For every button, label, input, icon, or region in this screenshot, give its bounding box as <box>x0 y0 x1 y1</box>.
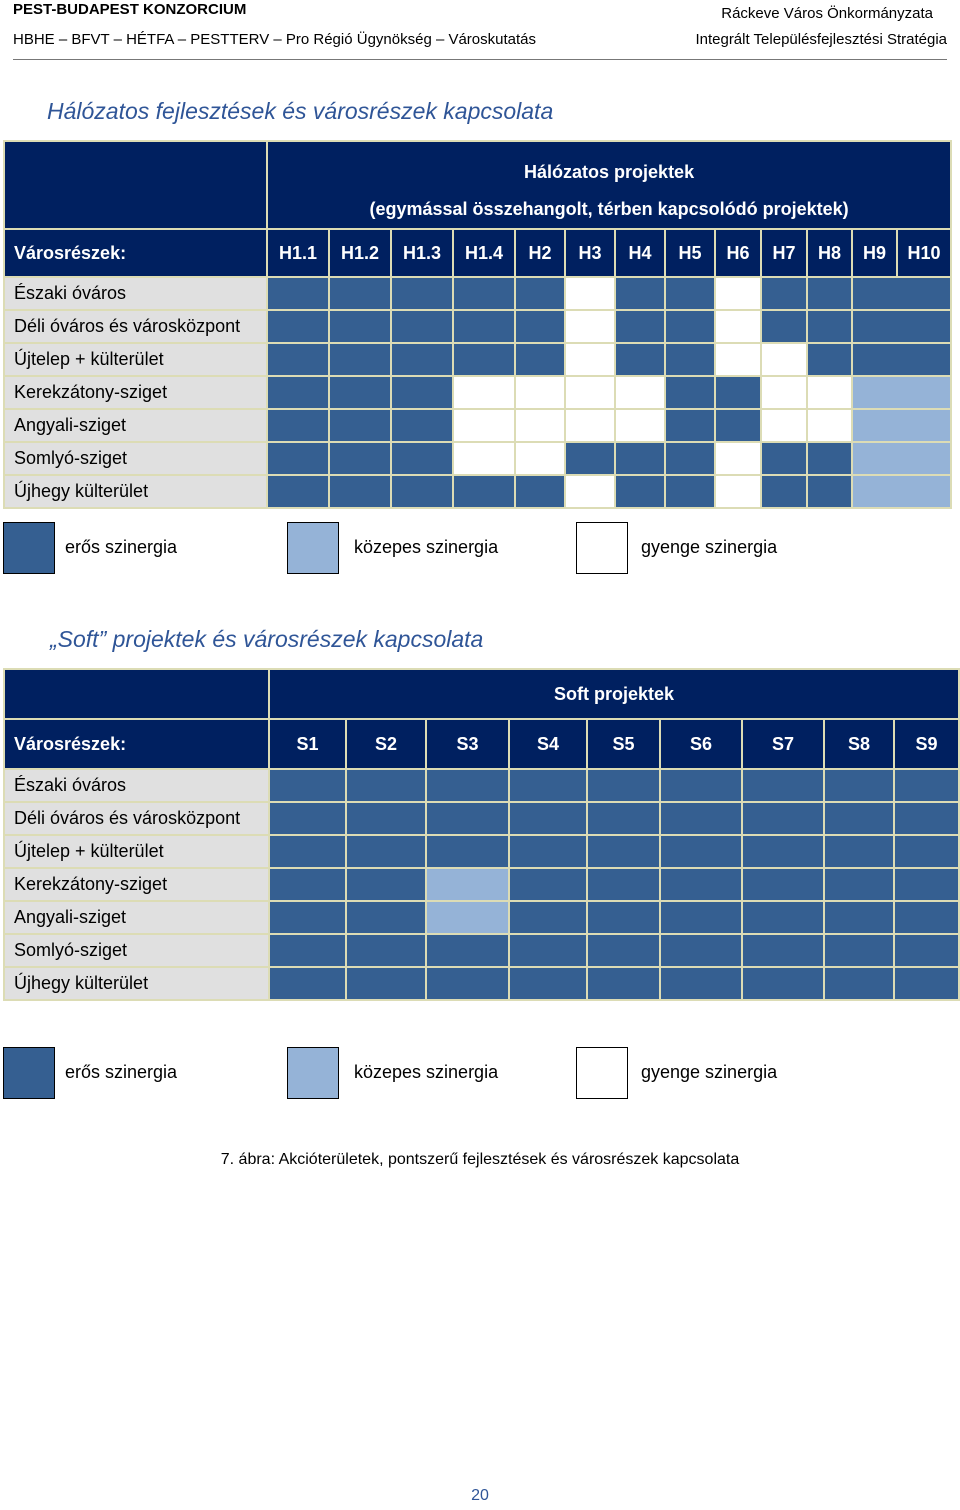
synergy-cell-weak <box>715 475 761 508</box>
table-row <box>4 967 959 1000</box>
synergy-cell-strong <box>665 343 715 376</box>
synergy-cell-strong <box>426 802 509 835</box>
synergy-cell-strong <box>761 277 807 310</box>
column-header: H2 <box>515 229 565 277</box>
synergy-cell-strong <box>515 310 565 343</box>
synergy-cell-strong <box>269 802 346 835</box>
synergy-cell-strong <box>660 967 742 1000</box>
synergy-cell-strong <box>660 868 742 901</box>
synergy-cell-strong <box>267 277 329 310</box>
legend-strong-label: erős szinergia <box>65 537 178 557</box>
column-header: H1.4 <box>453 229 515 277</box>
column-header: H9 <box>852 229 897 277</box>
table1-corner-cell <box>4 141 267 229</box>
synergy-cell-strong <box>894 868 959 901</box>
synergy-cell-weak <box>565 310 615 343</box>
synergy-cell-strong <box>587 835 660 868</box>
synergy-cell-strong <box>665 376 715 409</box>
synergy-cell-weak <box>453 442 515 475</box>
page-number: 20 <box>471 1487 489 1504</box>
column-header: S8 <box>824 719 894 769</box>
synergy-cell-weak <box>565 376 615 409</box>
synergy-cell-weak <box>515 409 565 442</box>
synergy-cell-strong <box>267 310 329 343</box>
legend-medium-swatch <box>287 522 339 574</box>
synergy-cell-strong <box>660 769 742 802</box>
strategy-name: Integrált Településfejlesztési Stratégia <box>695 31 947 48</box>
synergy-cell-medium <box>852 409 951 442</box>
synergy-cell-strong <box>807 277 852 310</box>
legend-strong-label: erős szinergia <box>65 1062 178 1082</box>
synergy-cell-strong <box>824 934 894 967</box>
synergy-cell-weak <box>515 442 565 475</box>
district-label: Kerekzátony-sziget <box>4 868 269 901</box>
synergy-cell-weak <box>761 343 807 376</box>
table-row <box>4 868 959 901</box>
synergy-cell-weak <box>453 409 515 442</box>
soft-section-title: „Soft” projektek és városrészek kapcsolata <box>50 626 484 652</box>
district-label: Újhegy külterület <box>4 475 267 508</box>
synergy-cell-weak <box>565 475 615 508</box>
synergy-cell-strong <box>329 409 391 442</box>
synergy-cell-strong <box>761 310 807 343</box>
column-header: H1.3 <box>391 229 453 277</box>
legend-medium-swatch <box>287 1047 339 1099</box>
synergy-cell-strong <box>852 277 951 310</box>
synergy-cell-strong <box>346 967 426 1000</box>
synergy-cell-strong <box>807 442 852 475</box>
synergy-cell-weak <box>761 376 807 409</box>
synergy-cell-weak <box>807 376 852 409</box>
synergy-cell-strong <box>269 769 346 802</box>
synergy-cell-strong <box>852 310 951 343</box>
synergy-cell-strong <box>346 901 426 934</box>
synergy-cell-strong <box>587 901 660 934</box>
synergy-cell-strong <box>509 835 587 868</box>
table-row <box>4 376 951 409</box>
synergy-cell-strong <box>453 310 515 343</box>
synergy-cell-strong <box>761 442 807 475</box>
synergy-cell-strong <box>391 409 453 442</box>
consortium-title: PEST-BUDAPEST KONZORCIUM <box>13 1 247 18</box>
column-header: S3 <box>426 719 509 769</box>
table-row <box>4 802 959 835</box>
synergy-cell-strong <box>453 277 515 310</box>
group-header-line1: Hálózatos projektek <box>524 162 695 182</box>
synergy-cell-weak <box>565 277 615 310</box>
synergy-cell-strong <box>587 934 660 967</box>
synergy-cell-strong <box>269 868 346 901</box>
synergy-cell-strong <box>615 310 665 343</box>
synergy-cell-strong <box>329 475 391 508</box>
synergy-cell-strong <box>509 934 587 967</box>
table-row <box>4 934 959 967</box>
group-header-line2: (egymással összehangolt, térben kapcsolódó projektek) <box>369 199 849 219</box>
district-label: Északi óváros <box>4 769 269 802</box>
synergy-cell-strong <box>515 475 565 508</box>
synergy-cell-strong <box>329 442 391 475</box>
table-row <box>4 343 951 376</box>
synergy-cell-strong <box>660 934 742 967</box>
synergy-cell-strong <box>824 769 894 802</box>
synergy-cell-strong <box>587 967 660 1000</box>
legend-weak-label: gyenge szinergia <box>641 537 778 557</box>
synergy-cell-strong <box>894 769 959 802</box>
district-label: Somlyó-sziget <box>4 442 267 475</box>
table-row <box>4 277 951 310</box>
synergy-cell-strong <box>391 376 453 409</box>
synergy-cell-weak <box>615 409 665 442</box>
synergy-cell-strong <box>329 277 391 310</box>
synergy-cell-weak <box>807 409 852 442</box>
synergy-cell-strong <box>742 967 824 1000</box>
column-header: S2 <box>346 719 426 769</box>
district-label: Déli óváros és városközpont <box>4 802 269 835</box>
network-projects-table <box>3 140 952 509</box>
column-header: S1 <box>269 719 346 769</box>
synergy-cell-strong <box>665 442 715 475</box>
synergy-cell-strong <box>715 409 761 442</box>
synergy-cell-strong <box>615 343 665 376</box>
soft-projects-group-header: Soft projektek <box>269 669 959 719</box>
legend-weak-swatch <box>576 522 628 574</box>
synergy-cell-weak <box>565 343 615 376</box>
synergy-cell-strong <box>665 409 715 442</box>
district-label: Északi óváros <box>4 277 267 310</box>
synergy-cell-medium <box>852 475 951 508</box>
synergy-cell-strong <box>665 475 715 508</box>
synergy-cell-strong <box>761 475 807 508</box>
table-row <box>4 769 959 802</box>
column-header: S5 <box>587 719 660 769</box>
synergy-cell-strong <box>665 277 715 310</box>
synergy-cell-strong <box>267 475 329 508</box>
synergy-cell-strong <box>742 802 824 835</box>
synergy-cell-strong <box>665 310 715 343</box>
synergy-cell-strong <box>715 376 761 409</box>
synergy-cell-strong <box>587 802 660 835</box>
table-row <box>4 310 951 343</box>
synergy-cell-strong <box>515 343 565 376</box>
column-header: H8 <box>807 229 852 277</box>
synergy-cell-medium <box>426 901 509 934</box>
district-label: Újtelep + külterület <box>4 835 269 868</box>
synergy-cell-weak <box>565 409 615 442</box>
synergy-cell-strong <box>426 934 509 967</box>
synergy-cell-strong <box>742 934 824 967</box>
column-header: H1.2 <box>329 229 391 277</box>
table-row <box>4 835 959 868</box>
row-header-label: Városrészek: <box>4 719 269 769</box>
synergy-cell-medium <box>852 442 951 475</box>
district-label: Újtelep + külterület <box>4 343 267 376</box>
synergy-cell-strong <box>742 868 824 901</box>
table-row <box>4 409 951 442</box>
synergy-cell-strong <box>391 343 453 376</box>
synergy-cell-strong <box>587 868 660 901</box>
consortium-members: HBHE – BFVT – HÉTFA – PESTTERV – Pro Régió Ügynökség – Városkutatás <box>13 31 537 48</box>
synergy-cell-strong <box>615 277 665 310</box>
column-header: S7 <box>742 719 824 769</box>
synergy-cell-strong <box>660 835 742 868</box>
synergy-cell-strong <box>269 967 346 1000</box>
synergy-cell-strong <box>587 769 660 802</box>
synergy-cell-strong <box>615 442 665 475</box>
synergy-cell-weak <box>615 376 665 409</box>
synergy-cell-strong <box>346 769 426 802</box>
synergy-cell-strong <box>329 376 391 409</box>
synergy-cell-strong <box>824 802 894 835</box>
column-header: H3 <box>565 229 615 277</box>
column-header: S9 <box>894 719 959 769</box>
synergy-cell-strong <box>807 343 852 376</box>
synergy-cell-strong <box>346 868 426 901</box>
synergy-cell-medium <box>852 376 951 409</box>
synergy-cell-strong <box>660 802 742 835</box>
synergy-cell-strong <box>391 475 453 508</box>
synergy-cell-strong <box>267 376 329 409</box>
synergy-cell-strong <box>824 967 894 1000</box>
synergy-cell-strong <box>894 934 959 967</box>
figure-caption: 7. ábra: Akcióterületek, pontszerű fejlesztések és városrészek kapcsolata <box>220 1151 740 1168</box>
synergy-cell-weak <box>715 343 761 376</box>
synergy-cell-strong <box>269 934 346 967</box>
synergy-cell-strong <box>894 967 959 1000</box>
synergy-cell-strong <box>269 901 346 934</box>
column-header: S6 <box>660 719 742 769</box>
legend-medium-label: közepes szinergia <box>354 1062 499 1082</box>
synergy-cell-strong <box>894 835 959 868</box>
column-header: H7 <box>761 229 807 277</box>
header-divider <box>13 59 947 60</box>
synergy-cell-weak <box>715 277 761 310</box>
synergy-cell-strong <box>267 343 329 376</box>
district-label: Somlyó-sziget <box>4 934 269 967</box>
column-header: H1.1 <box>267 229 329 277</box>
synergy-cell-strong <box>824 868 894 901</box>
legend-medium-label: közepes szinergia <box>354 537 499 557</box>
district-label: Angyali-sziget <box>4 409 267 442</box>
synergy-cell-strong <box>660 901 742 934</box>
legend-strong-swatch <box>3 522 55 574</box>
synergy-cell-weak <box>715 310 761 343</box>
synergy-cell-strong <box>391 442 453 475</box>
synergy-cell-strong <box>894 802 959 835</box>
table-row <box>4 442 951 475</box>
synergy-cell-weak <box>715 442 761 475</box>
column-header: H6 <box>715 229 761 277</box>
synergy-cell-weak <box>453 376 515 409</box>
legend-soft <box>3 1047 903 1099</box>
legend-weak-label: gyenge szinergia <box>641 1062 778 1082</box>
synergy-cell-strong <box>391 277 453 310</box>
synergy-cell-strong <box>346 835 426 868</box>
synergy-cell-strong <box>565 442 615 475</box>
synergy-cell-strong <box>329 343 391 376</box>
synergy-cell-strong <box>509 901 587 934</box>
column-header: H5 <box>665 229 715 277</box>
synergy-cell-strong <box>615 475 665 508</box>
synergy-cell-medium <box>426 868 509 901</box>
synergy-cell-strong <box>894 901 959 934</box>
synergy-cell-strong <box>807 475 852 508</box>
synergy-cell-strong <box>807 310 852 343</box>
synergy-cell-weak <box>761 409 807 442</box>
table-row <box>4 901 959 934</box>
district-label: Déli óváros és városközpont <box>4 310 267 343</box>
column-header: S4 <box>509 719 587 769</box>
column-header: H4 <box>615 229 665 277</box>
synergy-cell-strong <box>742 769 824 802</box>
synergy-cell-strong <box>515 277 565 310</box>
synergy-cell-strong <box>824 901 894 934</box>
district-label: Újhegy külterület <box>4 967 269 1000</box>
synergy-cell-strong <box>742 901 824 934</box>
synergy-cell-strong <box>509 802 587 835</box>
synergy-cell-strong <box>346 934 426 967</box>
district-label: Angyali-sziget <box>4 901 269 934</box>
municipality-name: Ráckeve Város Önkormányzata <box>721 5 933 22</box>
synergy-cell-strong <box>267 442 329 475</box>
legend-weak-swatch <box>576 1047 628 1099</box>
synergy-cell-strong <box>453 343 515 376</box>
synergy-cell-strong <box>267 409 329 442</box>
synergy-cell-strong <box>346 802 426 835</box>
district-label: Kerekzátony-sziget <box>4 376 267 409</box>
synergy-cell-strong <box>391 310 453 343</box>
soft-projects-table <box>3 668 960 1001</box>
table-row <box>4 475 951 508</box>
network-section-title: Hálózatos fejlesztések és városrészek kapcsolata <box>47 98 554 124</box>
synergy-cell-strong <box>509 868 587 901</box>
synergy-cell-strong <box>509 967 587 1000</box>
row-header-label: Városrészek: <box>4 229 267 277</box>
synergy-cell-strong <box>852 343 951 376</box>
synergy-cell-strong <box>453 475 515 508</box>
column-header: H10 <box>897 229 951 277</box>
synergy-cell-strong <box>509 769 587 802</box>
synergy-cell-strong <box>742 835 824 868</box>
synergy-cell-strong <box>329 310 391 343</box>
synergy-cell-strong <box>269 835 346 868</box>
table2-corner-cell <box>4 669 269 719</box>
synergy-cell-strong <box>426 769 509 802</box>
synergy-cell-weak <box>515 376 565 409</box>
legend-strong-swatch <box>3 1047 55 1099</box>
synergy-cell-strong <box>824 835 894 868</box>
synergy-cell-strong <box>426 835 509 868</box>
network-projects-group-header <box>267 141 951 229</box>
synergy-cell-strong <box>426 967 509 1000</box>
legend-network <box>3 522 903 574</box>
